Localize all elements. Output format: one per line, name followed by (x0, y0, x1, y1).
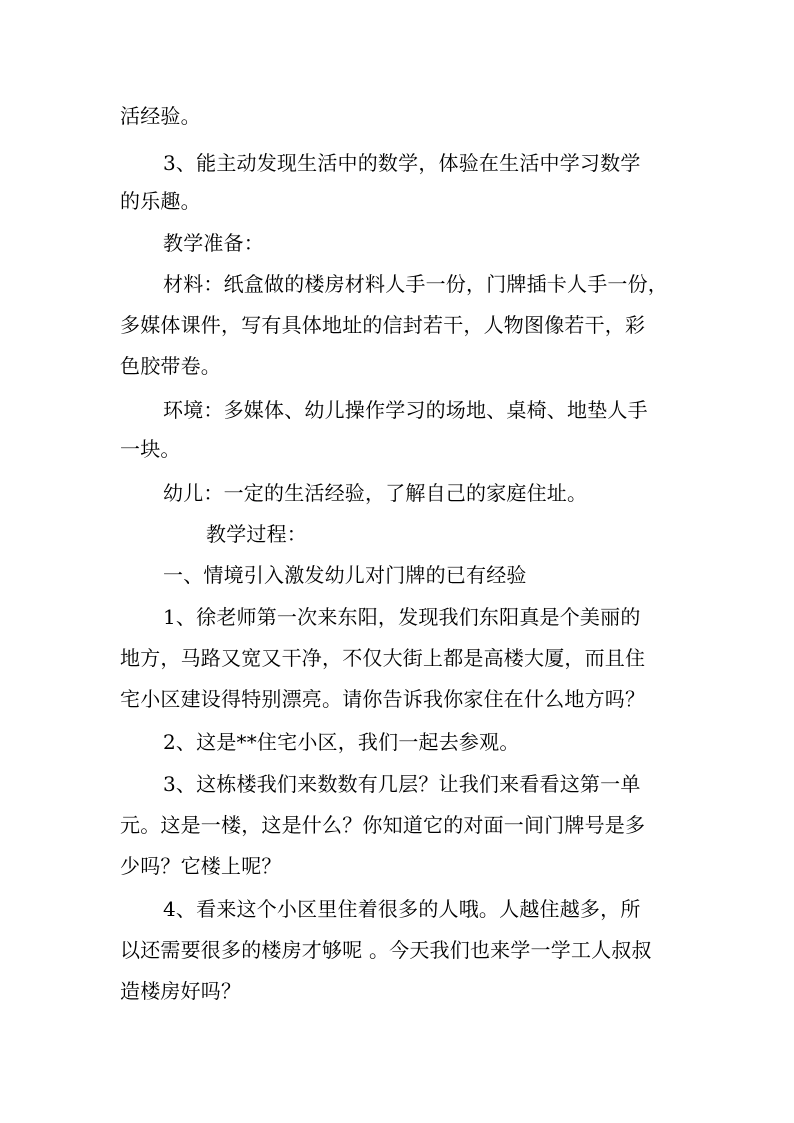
text-line: 3、这栋楼我们来数数有几层？让我们来看看这第一单 (163, 772, 641, 796)
text-line: 的乐趣。 (120, 189, 201, 213)
text-line: 3、能主动发现生活中的数学，体验在生活中学习数学 (163, 151, 641, 175)
subsection-heading: 一、情境引入激发幼儿对门牌的已有经验 (163, 563, 527, 587)
text-line: 色胶带卷。 (120, 354, 221, 378)
text-line: 环境：多媒体、幼儿操作学习的场地、桌椅、地垫人手 (163, 398, 648, 422)
text-line: 以还需要很多的楼房才够呢 。今天我们也来学一学工人叔叔 (120, 938, 652, 962)
text-line: 宅小区建设得特别漂亮。请你告诉我你家住在什么地方吗？ (120, 687, 646, 711)
text-line: 2、这是**住宅小区，我们一起去参观。 (163, 730, 520, 754)
section-heading: 教学准备： (163, 231, 264, 255)
text-line: 多媒体课件，写有具体地址的信封若干，人物图像若干，彩 (120, 313, 646, 337)
text-line: 造楼房好吗？ (120, 979, 242, 1003)
text-line: 材料：纸盒做的楼房材料人手一份，门牌插卡人手一份， (163, 272, 668, 296)
text-line: 地方，马路又宽又干净，不仅大街上都是高楼大厦，而且住 (120, 646, 646, 670)
text-line: 活经验。 (120, 104, 201, 128)
text-line: 1、徐老师第一次来东阳，发现我们东阳真是个美丽的 (163, 605, 641, 629)
section-heading: 教学过程： (206, 522, 307, 546)
text-line: 元。这是一楼，这是什么？你知道它的对面一间门牌号是多 (120, 813, 646, 837)
text-line: 幼儿：一定的生活经验，了解自己的家庭住址。 (163, 481, 588, 505)
text-line: 4、看来这个小区里住着很多的人哦。人越住越多，所 (163, 897, 641, 921)
text-line: 少吗？它楼上呢？ (120, 854, 282, 878)
text-line: 一块。 (120, 437, 181, 461)
